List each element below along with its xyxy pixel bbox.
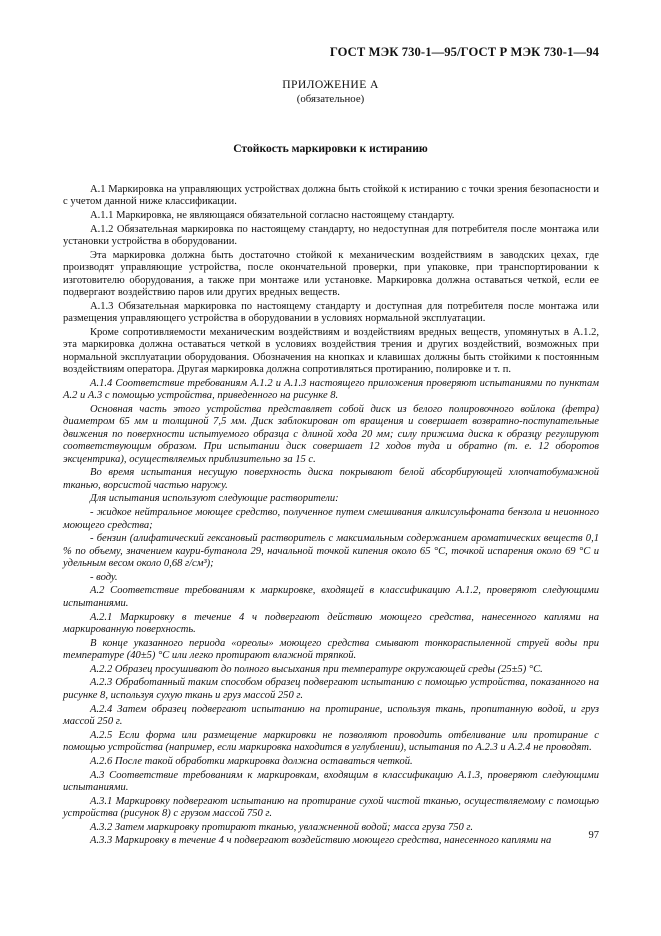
paragraph: Для испытания используют следующие растворители:	[90, 493, 339, 505]
section-title: Стойкость маркировки к истиранию	[233, 142, 428, 155]
paragraph: A.1.1 Маркировка, не являющаяся обязательной согласно настоящему стандарту.	[90, 210, 455, 222]
paragraph: A.1 Маркировка на управляющих устройствах должна быть стойкой к истиранию с точки зрения безопасности и с учетом данной ниже классификации.	[63, 184, 599, 208]
paragraph: A.2.1 Маркировку в течение 4 ч подвергают действию моющего средства, нанесенного каплями на маркированную поверхность.	[63, 611, 599, 635]
paragraph: A.3.1 Маркировку подвергают испытанию на протирание сухой чистой тканью, осуществляемому с помощью устройства (рисунок 8) с грузом массой 750 г.	[63, 795, 599, 820]
paragraph: A.2.6 После такой обработки маркировка должна оставаться четкой.	[90, 755, 413, 767]
paragraph: В конце указанного периода «ореолы» моющего средства смывают тонкораспыленной струей воды при температуре (40±5) °С или легко протирают влажной тряпкой.	[63, 637, 599, 662]
paragraph: A.3.2 Затем маркировку протирают тканью, увлажненной водой; масса груза 750 г.	[90, 821, 474, 833]
paragraph: A.2.3 Обработанный таким способом образец подвергают испытанию с помощью устройства, показанного на рисунке 8, используя сухую ткань и груз массой 250 г.	[63, 677, 599, 701]
appendix-subtitle: (обязательное)	[296, 93, 365, 105]
paragraph: Кроме сопротивляемости механическим воздействиям и воздействиям вредных веществ, упомянутых в A.1.2, эта маркировка должна оставаться четкой в условиях воздействия трения и других воздействий, возможных при нормальной эксплуатации оборудования. Обозначения на кнопках и клавишах должны быть стойкими к постоянным воздействиям оператора. Другая маркировка должна сопротивляться протиранию, полировке и т. п.	[63, 326, 599, 376]
paragraph: - воду.	[90, 571, 118, 583]
paragraph: Эта маркировка должна быть достаточно стойкой к механическим воздействиям в заводских цехах, где производят управляющие устройства, после окончательной проверки, при упаковке, при транспортировании к изготовителю оборудования, а также при монтаже или установке. Маркировка должна оставаться четкой, если ее подвергают воздействию паров или других вредных веществ.	[63, 249, 599, 299]
paragraph: A.3 Соответствие требованиям к маркировкам, входящим в классификацию A.1.3, проверяют следующими испытаниями.	[63, 769, 599, 793]
page-number: 97	[588, 830, 599, 841]
paragraph: A.2 Соответствие требованиям к маркировке, входящей в классификацию A.1.2, проверяют следующими испытаниями.	[63, 585, 599, 609]
appendix-heading	[0, 77, 661, 107]
paragraph: Во время испытания несущую поверхность диска покрывают белой абсорбирующей хлопчатобумажной тканью, ворсистой частью наружу.	[63, 467, 599, 491]
paragraph: A.1.4 Соответствие требованиям A.1.2 и A.1.3 настоящего приложения проверяют испытаниями по пунктам A.2 и A.3 с помощью устройства, приведенного на рисунке 8.	[63, 377, 599, 402]
paragraph: Основная часть этого устройства представляет собой диск из белого полировочного войлока (фетра) диаметром 65 мм и толщиной 7,5 мм. Диск заблокирован от вращения и совершает возвратно-поступательные движения по поверхности испытуемого образца с длиной хода 20 мм; силу прижима диска к образцу регулируют соответствующим образом. При испытании диск совершает 12 ходов туда и обратно (т. е. 12 оборотов эксцентрика), осуществляемых приблизительно за 15 с.	[63, 403, 599, 465]
paragraph: A.2.4 Затем образец подвергают испытанию на протирание, используя ткань, пропитанную водой, и груз массой 250 г.	[63, 703, 599, 727]
paragraph: - жидкое нейтральное моющее средство, полученное путем смешивания алкилсульфоната бензола и неионного моющего средства;	[63, 507, 599, 531]
paragraph: A.1.2 Обязательная маркировка по настоящему стандарту, но недоступная для потребителя после монтажа или установки устройства в оборудовании.	[63, 223, 599, 248]
paragraph: - бензин (алифатический гексановый растворитель с максимальным содержанием ароматических веществ 0,1 % по объему, значением каури-бутанола 29, начальной точкой кипения около 65 °С, точкой испарения около 69 °С и удельным весом около 0,68 г/см³);	[63, 533, 599, 570]
paragraph: A.1.3 Обязательная маркировка по настоящему стандарту и доступная для потребителя после монтажа или размещения управляющего устройства в оборудовании в условиях нормальной эксплуатации.	[63, 300, 599, 325]
paragraph: A.2.5 Если форма или размещение маркировки не позволяют проводить отбеливание или протирание с помощью устройства (например, если маркировка находится в углублении), испытания по A.2.3 и A.2.4 не проводят.	[63, 729, 599, 754]
paragraph: A.3.3 Маркировку в течение 4 ч подвергают воздействию моющего средства, нанесенного каплями на	[90, 835, 552, 847]
document-header: ГОСТ МЭК 730-1—95/ГОСТ Р МЭК 730-1—94	[329, 45, 599, 59]
body-text	[63, 184, 599, 848]
paragraph: A.2.2 Образец просушивают до полного высыхания при температуре окружающей среды (25±5) °С.	[90, 663, 543, 675]
appendix-title: ПРИЛОЖЕНИЕ А	[282, 78, 379, 91]
